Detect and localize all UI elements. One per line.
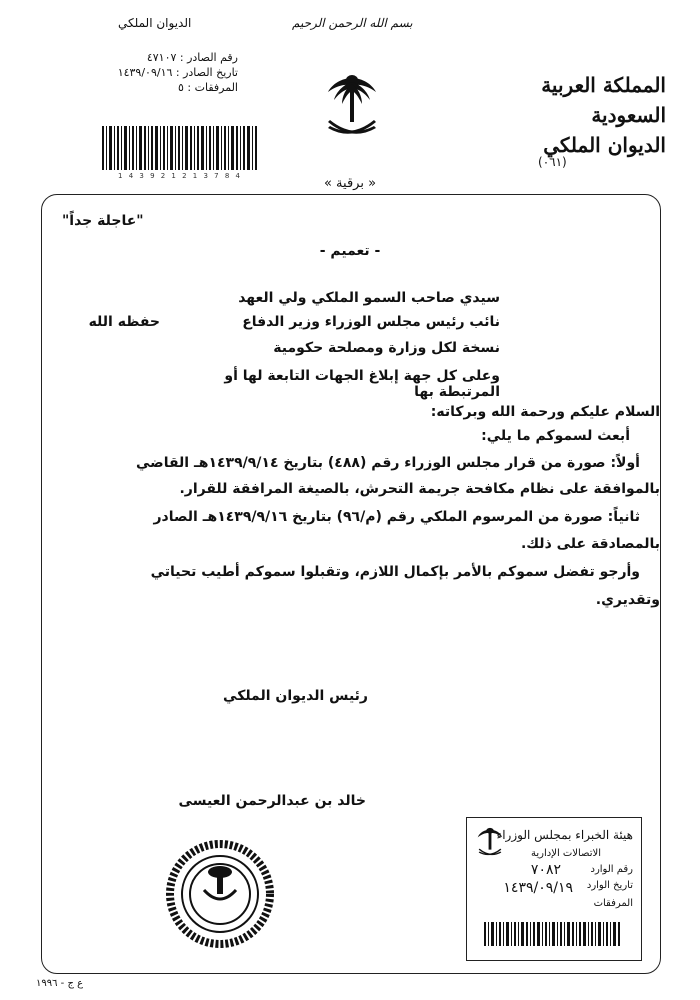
body-line-4: بالموافقة على نظام مكافحة جريمة التحرش، بالصيغة المرافقة للقرار. (179, 481, 660, 497)
cable-tag-right-ornament: » (323, 176, 332, 191)
ref-value: ٤٧١٠٧ (146, 51, 177, 64)
kingdom-title (466, 70, 666, 160)
palm-swords-emblem-icon (324, 72, 380, 144)
circular-label: - تعميم - (319, 243, 381, 259)
stamp-in-no-value: ٧٠٨٢ (530, 862, 561, 878)
stamp-in-date-value: ١٤٣٩/٠٩/١٩ (503, 880, 573, 896)
cable-tag-left-ornament: « (368, 176, 377, 191)
attach-row: المرفقات : ٥ (178, 81, 238, 94)
cable-tag (300, 176, 400, 196)
document-code: (٠٦١) (538, 155, 567, 169)
stamp-org: هيئة الخبراء بمجلس الوزراء (496, 828, 633, 842)
kingdom-line1: المملكة العربية السعودية (541, 73, 666, 127)
outgoing-meta (98, 50, 238, 95)
attach-label: المرفقات (194, 81, 238, 94)
urgent-label: "عاجلة جداً" (62, 213, 144, 229)
address-line-2: نائب رئيس مجلس الوزراء وزير الدفاع (242, 314, 500, 330)
date-value: ١٤٣٩/٠٩/١٦ (117, 66, 173, 79)
stamp-in-date-label: تاريخ الوارد (586, 880, 633, 891)
address-line-1: سيدي صاحب السمو الملكي ولي العهد (238, 290, 500, 306)
signature-title: رئيس الديوان الملكي (223, 688, 368, 704)
incoming-stamp (466, 817, 642, 961)
footer-code: ع ج - ١٩٩٦ (36, 978, 84, 989)
stamp-in-no-label: رقم الوارد (590, 864, 633, 875)
signature-name: خالد بن عبدالرحمن العيسى (178, 793, 366, 809)
date-row: تاريخ الصادر : ١٤٣٩/٠٩/١٦ (117, 66, 238, 79)
barcode-digits: 1 4 3 9 2 1 2 1 3 7 8 4 (118, 172, 242, 180)
header-left-title: الديوان الملكي (118, 16, 192, 30)
stamp-attach-label: المرفقات (593, 898, 633, 909)
date-label: تاريخ الصادر (183, 66, 238, 79)
address-line-3: نسخة لكل وزارة ومصلحة حكومية (273, 340, 500, 356)
address-suffix: حفظه الله (88, 314, 160, 330)
body-line-8: وتقديري. (595, 592, 660, 608)
address-line-4: وعلى كل جهة إبلاغ الجهات التابعة لها أو المرتبطة بها (224, 368, 500, 400)
body-line-5: ثانياً: صورة من المرسوم الملكي رقم (م/٩٦) بتاريخ ١٤٣٩/٩/١٦هـ الصادر (153, 509, 640, 525)
barcode (100, 126, 260, 170)
ref-row: رقم الصادر : ٤٧١٠٧ (146, 51, 238, 64)
basmala: بسم الله الرحمن الرحيم (292, 16, 413, 30)
kingdom-line2: الديوان الملكي (543, 133, 666, 157)
official-seal-icon (164, 838, 276, 950)
body-line-7: وأرجو تفضل سموكم بالأمر بإكمال اللازم، وتقبلوا سموكم أطيب تحياتي (150, 564, 640, 580)
body-line-3: أولاً: صورة من قرار مجلس الوزراء رقم (٤٨٨) بتاريخ ١٤٣٩/٩/١٤هـ القاضي (136, 455, 640, 471)
attach-value: ٥ (178, 81, 184, 94)
body-line-6: بالمصادقة على ذلك. (520, 536, 660, 552)
body-line-2: أبعث لسموكم ما يلي: (481, 428, 630, 444)
stamp-dept: الاتصالات الإدارية (531, 848, 601, 859)
body-line-1: السلام عليكم ورحمة الله وبركاته: (430, 404, 660, 420)
cable-tag-text: برقية (336, 176, 364, 191)
stamp-barcode (483, 922, 623, 946)
ref-label: رقم الصادر (187, 51, 238, 64)
